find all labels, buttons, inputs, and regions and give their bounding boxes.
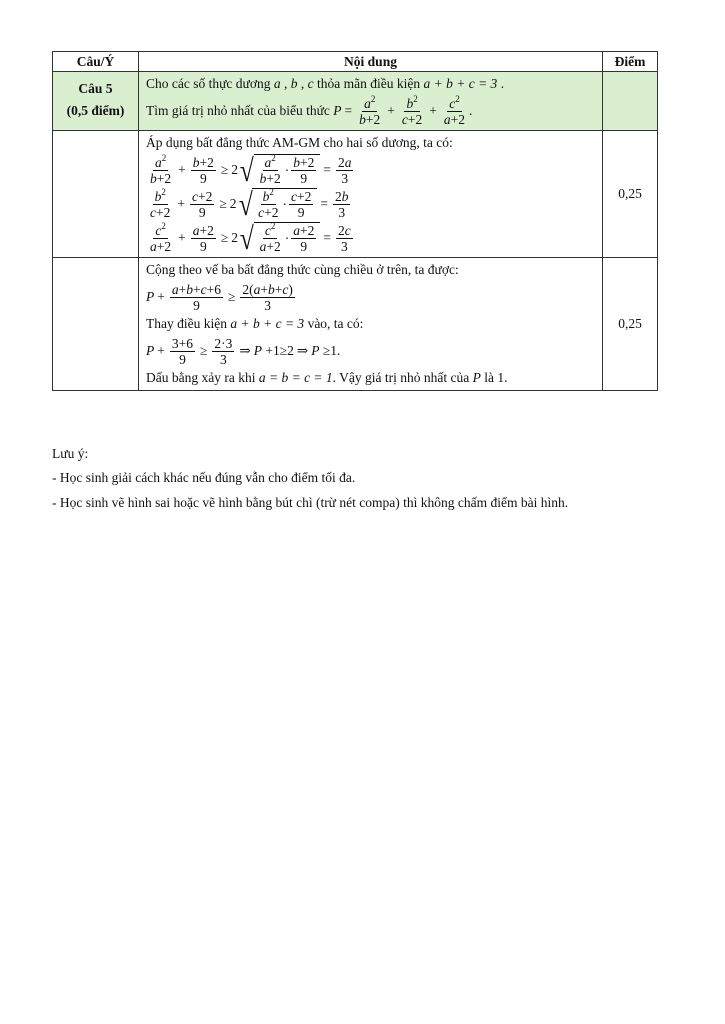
question-row	[53, 72, 658, 131]
equality-line: Dấu bằng xảy ra khi a = b = c = 1. Vậy giá trị nhỏ nhất của P là 1.	[146, 370, 508, 385]
question-label-cell	[53, 72, 139, 131]
sum-inequality: P + $\frac{a+b+c+6}{9}$ ≥ $\frac{2(a+b+c)}{3}$	[146, 281, 293, 313]
step2-row	[53, 258, 658, 391]
step2-intro: Cộng theo vế ba bất đẳng thức cùng chiều ở trên, ta được:	[146, 262, 459, 277]
notes-title: Lưu ý:	[52, 446, 89, 461]
amgm-inequality-c: $\frac{c^2}{a+2}$ + $\frac{a+2}{9}$ ≥ 2 √ $\frac{c^2}{a+2}$ · $\frac{a+2}{9}$ = $\frac{2c}{3}$	[150, 220, 351, 256]
step2-score: 0,25	[603, 258, 658, 391]
step1-score: 0,25	[603, 131, 658, 258]
header-question: Câu/Ý	[53, 52, 139, 72]
header-row	[53, 52, 658, 72]
step1-intro: Áp dụng bất đẳng thức AM-GM cho hai số dương, ta có:	[146, 135, 453, 150]
note-item-2: - Học sinh vẽ hình sai hoặc vẽ hình bằng bút chì (trừ nét compa) thì không chấm điểm bài hình.	[52, 495, 569, 510]
question-number: Câu 5	[78, 81, 113, 96]
question-line-2: Tìm giá trị nhỏ nhất của biểu thức P = $\frac{a^2}{b+2}$ + $\frac{b^2}{c+2}$ + $\frac{c^2}{a+2}$ .	[146, 93, 473, 127]
question-points: (0,5 điểm)	[66, 103, 125, 118]
substitute-line: Thay điều kiện a + b + c = 3 vào, ta có:	[146, 316, 364, 331]
step1-content	[139, 131, 603, 258]
header-content: Nội dung	[139, 52, 603, 72]
step2-content	[139, 258, 603, 391]
answer-key-table	[52, 51, 658, 391]
question-content	[139, 72, 603, 131]
amgm-inequality-b: $\frac{b^2}{c+2}$ + $\frac{c+2}{9}$ ≥ 2 √ $\frac{b^2}{c+2}$ · $\frac{c+2}{9}$ = $\frac{2b}{3}$	[150, 186, 349, 222]
question-score-cell	[603, 72, 658, 131]
note-item-1: - Học sinh giải cách khác nếu đúng vẫn cho điểm tối đa.	[52, 470, 356, 485]
step1-row	[53, 131, 658, 258]
amgm-inequality-a: $\frac{a^2}{b+2}$ + $\frac{b+2}{9}$ ≥ 2 √ $\frac{a^2}{b+2}$ · $\frac{b+2}{9}$ = $\frac{2a}{3}$	[150, 152, 352, 188]
header-score: Điểm	[603, 52, 658, 72]
result-inequality: P + $\frac{3+6}{9}$ ≥ $\frac{2\cdot 3}{3}$ ⇒ P +1≥2 ⇒ P ≥1.	[146, 335, 341, 367]
question-line-1: Cho các số thực dương a , b , c thỏa mãn điều kiện a + b + c = 3 .	[146, 76, 505, 91]
